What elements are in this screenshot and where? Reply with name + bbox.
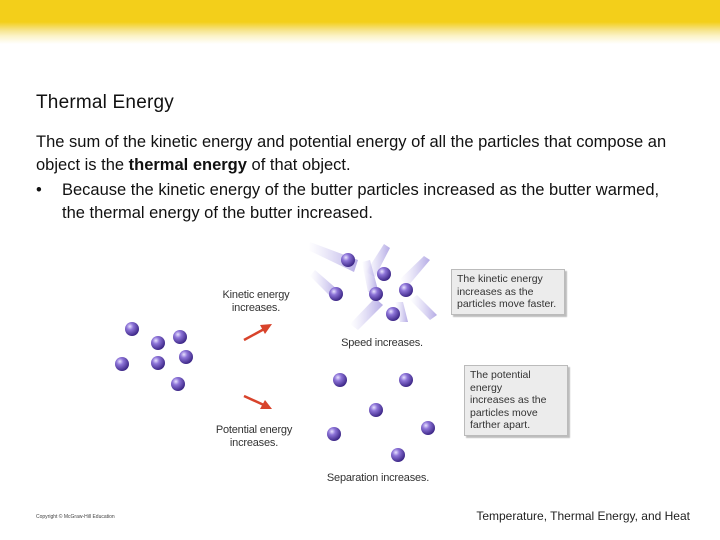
callout-potential-line1: The potential energy (470, 369, 531, 394)
callout-potential-line4: farther apart. (470, 419, 531, 431)
thermal-energy-figure (100, 232, 580, 494)
callout-potential-line3: particles move (470, 406, 538, 419)
definition-text-part2: of that object. (246, 156, 351, 174)
speed-caption: Speed increases. (341, 337, 423, 349)
copyright-notice: Copyright © McGraw-Hill Education (36, 514, 115, 520)
particles-separated (327, 373, 435, 462)
callout-kinetic (451, 269, 565, 315)
separation-caption: Separation increases. (326, 472, 430, 484)
definition-text-part1: The sum of the kinetic energy and potential energy of all the particles that compose an object is the (36, 133, 667, 174)
motion-trails (308, 242, 437, 330)
kinetic-energy-label (210, 289, 302, 315)
bullet-marker: • (36, 181, 42, 199)
arrow-up-icon (244, 324, 272, 340)
kinetic-energy-label-line1: Kinetic energy (222, 289, 290, 301)
potential-energy-label (204, 424, 304, 450)
slide-title: Thermal Energy (36, 92, 174, 113)
callout-kinetic-line2: increases as the (457, 285, 534, 298)
callout-kinetic-line3: particles move faster. (457, 298, 557, 310)
definition-term: thermal energy (128, 156, 247, 174)
potential-energy-label-line1: Potential energy (215, 424, 293, 436)
callout-kinetic-line1: The kinetic energy (457, 273, 543, 285)
bullet-text: Because the kinetic energy of the butter particles increased as the butter warmed, the thermal energy of the butter increased. (62, 181, 660, 222)
header-band (0, 0, 720, 44)
footer-course-title: Temperature, Thermal Energy, and Heat (476, 509, 690, 523)
arrow-down-icon (244, 396, 272, 409)
kinetic-energy-label-line2: increases. (231, 302, 281, 314)
definition-text (36, 131, 676, 177)
potential-energy-label-line2: increases. (229, 437, 279, 449)
callout-potential (464, 365, 568, 436)
callout-potential-line2: increases as the (470, 394, 547, 406)
particles-initial (115, 322, 193, 391)
